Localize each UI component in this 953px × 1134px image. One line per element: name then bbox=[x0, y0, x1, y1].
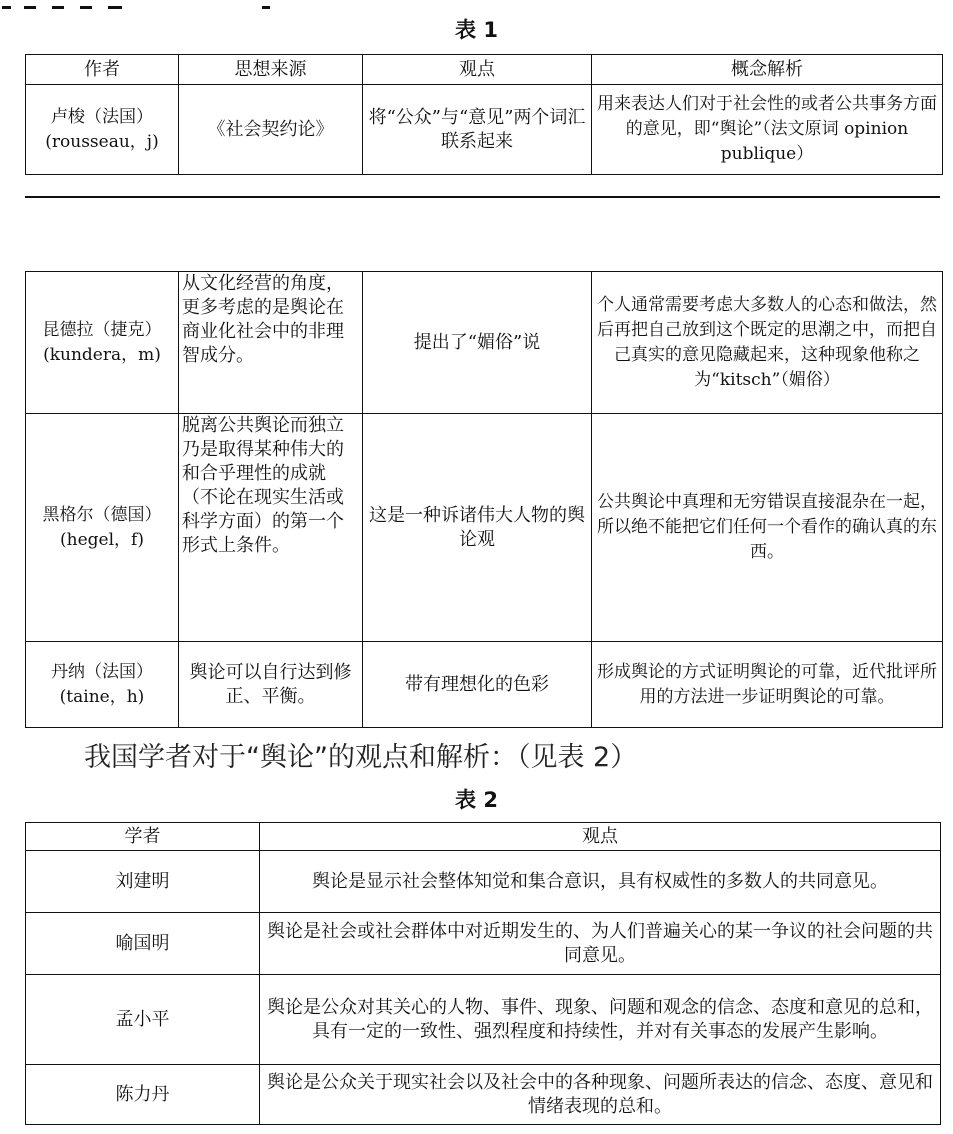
author-cell: 卢梭（法国）(rousseau，j) bbox=[26, 85, 179, 175]
concept-cell: 个人通常需要考虑大多数人的心态和做法，然后再把自己放到这个既定的思潮之中，而把自己真实的意见隐藏起来，这种现象他称之为“kitsch”（媚俗） bbox=[592, 272, 943, 414]
table-row bbox=[26, 851, 941, 913]
table2-header-view: 观点 bbox=[260, 823, 941, 851]
table1-header-view: 观点 bbox=[363, 55, 592, 85]
table1-header-row bbox=[26, 55, 943, 85]
concept-cell: 公共舆论中真理和无穷错误直接混杂在一起，所以绝不能把它们任何一个看作的确认真的东西。 bbox=[592, 414, 943, 642]
author-cell: 黑格尔（德国）(hegel，f) bbox=[26, 414, 179, 642]
table2-caption: 表 2 bbox=[455, 788, 498, 812]
view-cell: 带有理想化的色彩 bbox=[363, 642, 592, 728]
source-cell: 《社会契约论》 bbox=[179, 85, 363, 175]
concept-cell: 形成舆论的方式证明舆论的可靠，近代批评所用的方法进一步证明舆论的可靠。 bbox=[592, 642, 943, 728]
view-cell: 舆论是公众对其关心的人物、事件、现象、问题和观念的信念、态度和意见的总和，具有一定的一致性、强烈程度和持续性，并对有关事态的发展产生影响。 bbox=[260, 975, 941, 1065]
table1-header-source: 思想来源 bbox=[179, 55, 363, 85]
table-row bbox=[26, 85, 943, 175]
scholar-cell: 陈力丹 bbox=[26, 1065, 260, 1125]
section-heading: 我国学者对于“舆论”的观点和解析：（见表 2） bbox=[84, 742, 638, 773]
table-row bbox=[26, 272, 943, 414]
table-row bbox=[26, 1065, 941, 1125]
scholar-cell: 喻国明 bbox=[26, 913, 260, 975]
table-row bbox=[26, 414, 943, 642]
view-cell: 这是一种诉诸伟大人物的舆论观 bbox=[363, 414, 592, 642]
view-cell: 舆论是显示社会整体知觉和集合意识，具有权威性的多数人的共同意见。 bbox=[260, 851, 941, 913]
author-cell: 昆德拉（捷克）(kundera，m) bbox=[26, 272, 179, 414]
source-cell: 从文化经营的角度，更多考虑的是舆论在商业化社会中的非理智成分。 bbox=[179, 272, 363, 414]
table1-header-concept: 概念解析 bbox=[592, 55, 943, 85]
table2-header-row bbox=[26, 823, 941, 851]
table-row bbox=[26, 913, 941, 975]
scholar-cell: 孟小平 bbox=[26, 975, 260, 1065]
concept-cell: 用来表达人们对于社会性的或者公共事务方面的意见，即“舆论”（法文原词 opinion publique） bbox=[592, 85, 943, 175]
scholar-cell: 刘建明 bbox=[26, 851, 260, 913]
table-row bbox=[26, 975, 941, 1065]
author-cell: 丹纳（法国）(taine，h) bbox=[26, 642, 179, 728]
table1 bbox=[25, 54, 943, 175]
cropped-text-fragment bbox=[0, 0, 300, 14]
table1-header-author: 作者 bbox=[26, 55, 179, 85]
source-cell: 脱离公共舆论而独立乃是取得某种伟大的和合乎理性的成就（不论在现实生活或科学方面）的第一个形式上条件。 bbox=[179, 414, 363, 642]
table2 bbox=[25, 822, 941, 1125]
view-cell: 舆论是公众关于现实社会以及社会中的各种现象、问题所表达的信念、态度、意见和情绪表现的总和。 bbox=[260, 1065, 941, 1125]
table-row bbox=[26, 642, 943, 728]
table2-header-scholar: 学者 bbox=[26, 823, 260, 851]
table1-continued bbox=[25, 271, 943, 728]
view-cell: 舆论是社会或社会群体中对近期发生的、为人们普遍关心的某一争议的社会问题的共同意见。 bbox=[260, 913, 941, 975]
view-cell: 将“公众”与“意见”两个词汇联系起来 bbox=[363, 85, 592, 175]
view-cell: 提出了“媚俗”说 bbox=[363, 272, 592, 414]
page-divider bbox=[25, 196, 940, 198]
table1-caption: 表 1 bbox=[455, 18, 498, 42]
source-cell: 舆论可以自行达到修正、平衡。 bbox=[179, 642, 363, 728]
